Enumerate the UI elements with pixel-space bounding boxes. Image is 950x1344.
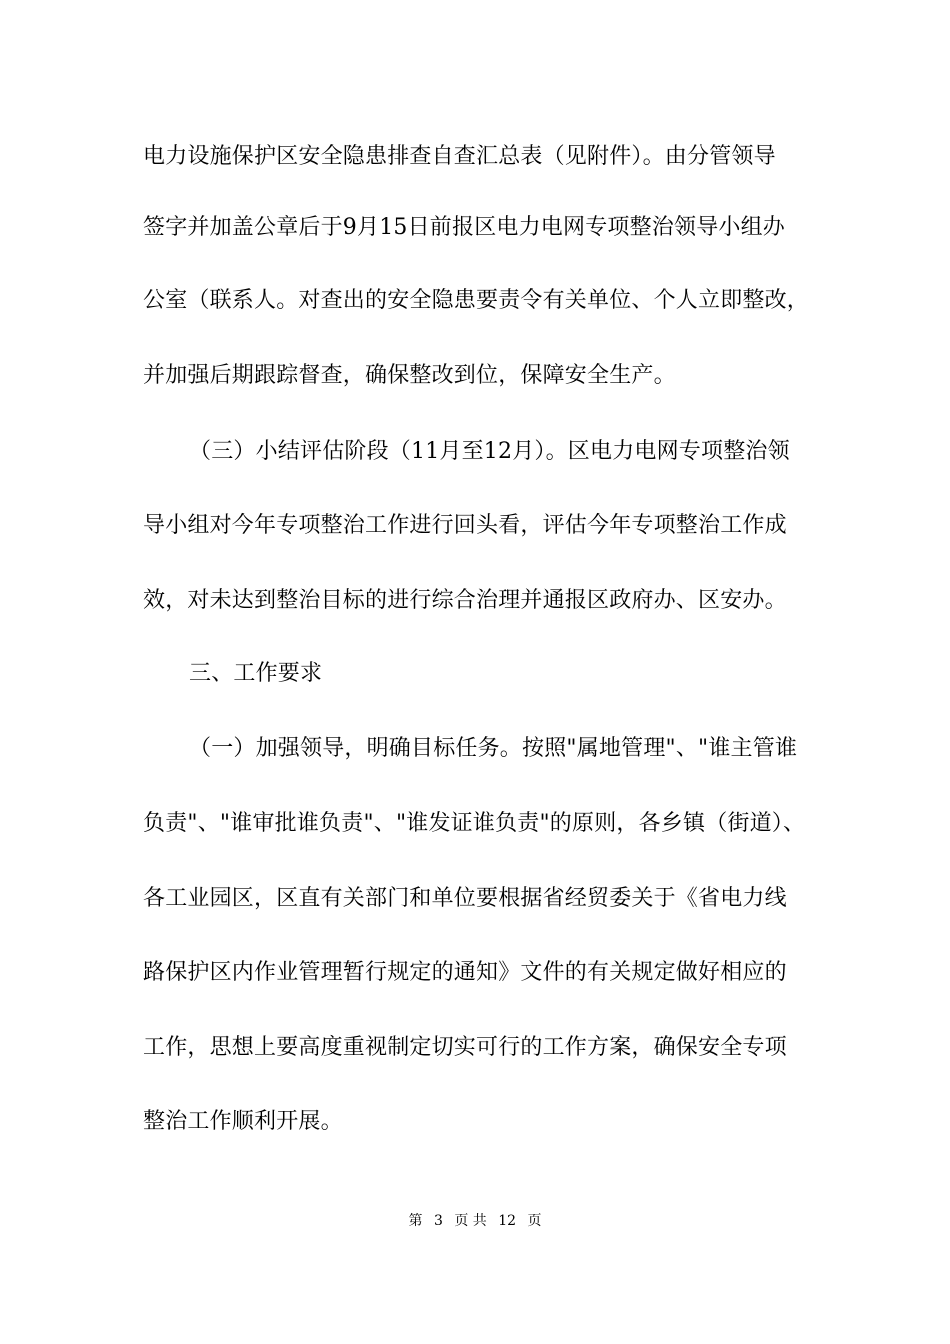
page-label-suffix: 页 <box>527 1213 542 1229</box>
section-heading-line: （三）小结评估阶段（11月至12月）。区电力电网专项整治领 <box>189 439 790 464</box>
body-text-line: 并加强后期跟踪督查，确保整改到位，保障安全生产。 <box>143 363 676 388</box>
body-text-line: 负责"、"谁审批谁负责"、"谁发证谁负责"的原则，各乡镇（街道）、 <box>143 811 806 836</box>
body-text-line: 电力设施保护区安全隐患排查自查汇总表（见附件）。由分管领导 <box>143 144 776 169</box>
total-pages-number: 12 <box>498 1213 517 1229</box>
body-text-line: 公室（联系人。对查出的安全隐患要责令有关单位、个人立即整改， <box>143 288 810 313</box>
current-page-number: 3 <box>433 1213 443 1229</box>
page-number-footer <box>0 1212 950 1230</box>
section-heading: 三、工作要求 <box>189 661 323 686</box>
body-text-line: 效，对未达到整治目标的进行综合治理并通报区政府办、区安办。 <box>143 588 787 613</box>
body-text-line: 工作，思想上要高度重视制定切实可行的工作方案，确保安全专项 <box>143 1035 787 1060</box>
body-text-line: 导小组对今年专项整治工作进行回头看，评估今年专项整治工作成 <box>143 513 787 538</box>
subsection-heading-line: （一）加强领导，明确目标任务。按照"属地管理"、"谁主管谁 <box>189 736 798 761</box>
page-label-prefix: 第 <box>408 1213 423 1229</box>
body-text-line: 各工业园区，区直有关部门和单位要根据省经贸委关于《省电力线 <box>143 886 787 911</box>
body-text-line: 整治工作顺利开展。 <box>143 1109 343 1134</box>
page-label-mid: 页 共 <box>454 1213 487 1229</box>
body-text-line: 签字并加盖公章后于9月15日前报区电力电网专项整治领导小组办 <box>143 215 785 240</box>
body-text-line: 路保护区内作业管理暂行规定的通知》文件的有关规定做好相应的 <box>143 960 787 985</box>
